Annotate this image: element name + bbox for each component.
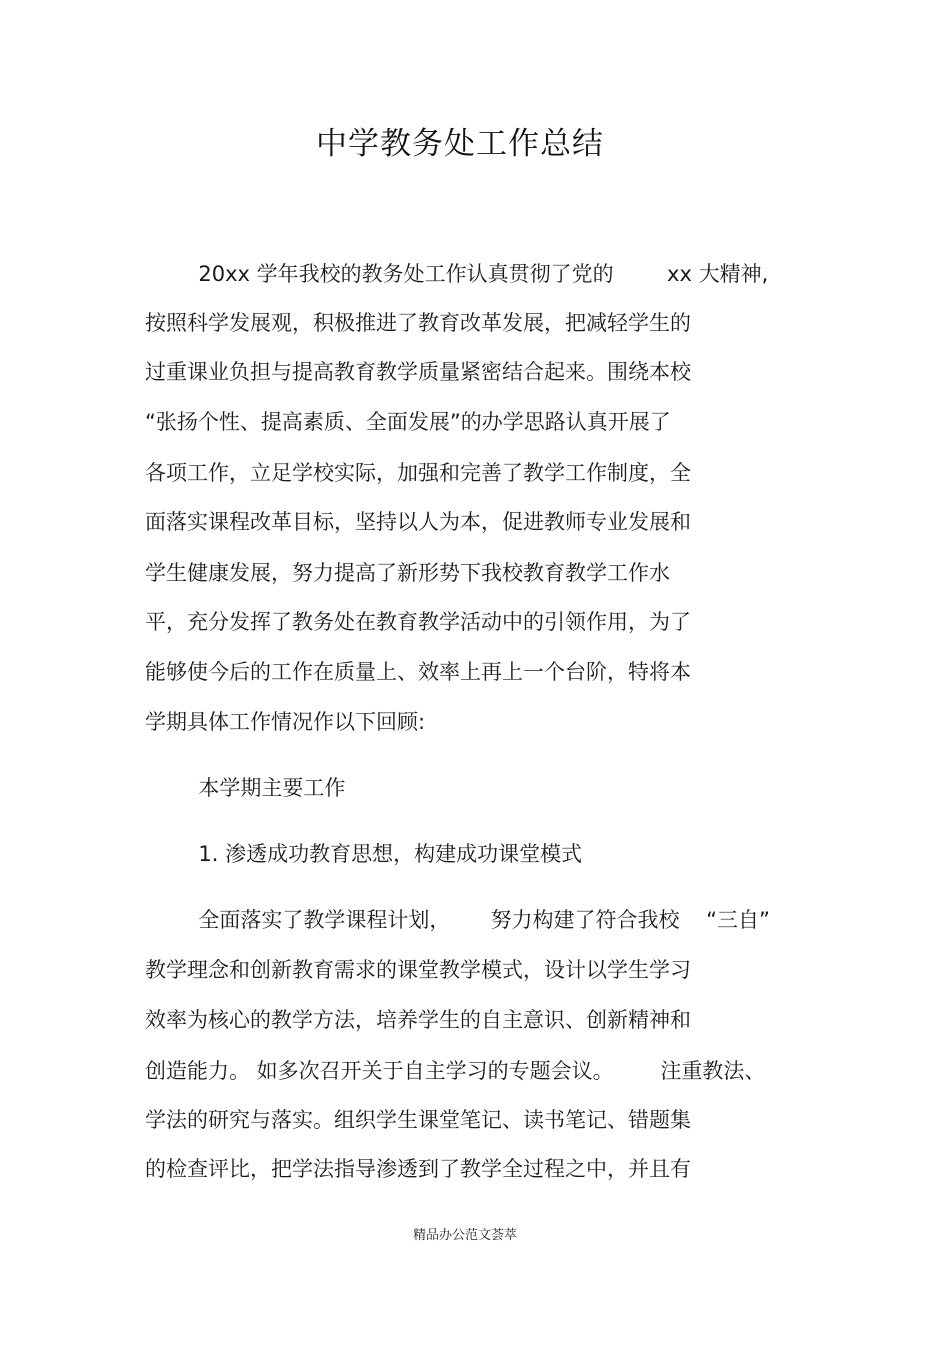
text-line-4: “张扬个性、提高素质、全面发展”的办学思路认真开展了	[145, 410, 671, 434]
text-line-1: 20xx 学年我校的教务处工作认真贯彻了党的 xx 大精神,	[145, 262, 769, 286]
text-line-2: 按照科学发展观，积极推进了教育改革发展，把减轻学生的	[145, 311, 691, 335]
text-line-3: 过重课业负担与提高教育教学质量紧密结合起来。围绕本校	[145, 360, 691, 384]
text-line-9: 能够使今后的工作在质量上、效率上再上一个台阶，特将本	[145, 660, 691, 684]
text-line-13: 全面落实了教学课程计划， 努力构建了符合我校 “三自”	[145, 908, 770, 932]
text-line-8: 平，充分发挥了教务处在教育教学活动中的引领作用，为了	[145, 610, 691, 634]
section-heading: 本学期主要工作	[145, 776, 346, 800]
text-line-16: 创造能力。 如多次召开关于自主学习的专题会议。 注重教法、	[145, 1059, 766, 1083]
text-line-6: 面落实课程改革目标，坚持以人为本，促进教师专业发展和	[145, 510, 691, 534]
subsection-heading: 1. 渗透成功教育思想，构建成功课堂模式	[145, 842, 583, 866]
page-footer: 精品办公范文荟萃	[412, 1228, 517, 1243]
text-line-17: 学法的研究与落实。组织学生课堂笔记、读书笔记、错题集	[145, 1108, 691, 1132]
text-line-18: 的检查评比，把学法指导渗透到了教学全过程之中，并且有	[145, 1157, 691, 1181]
text-line-7: 学生健康发展，努力提高了新形势下我校教育教学工作水	[145, 561, 670, 585]
text-line-15: 效率为核心的教学方法，培养学生的自主意识、创新精神和	[145, 1008, 691, 1032]
page-title: 中学教务处工作总结	[316, 126, 604, 162]
text-line-10: 学期具体工作情况作以下回顾:	[145, 710, 426, 734]
text-line-14: 教学理念和创新教育需求的课堂教学模式，设计以学生学习	[145, 958, 691, 982]
text-line-5: 各项工作，立足学校实际，加强和完善了教学工作制度，全	[145, 461, 691, 485]
